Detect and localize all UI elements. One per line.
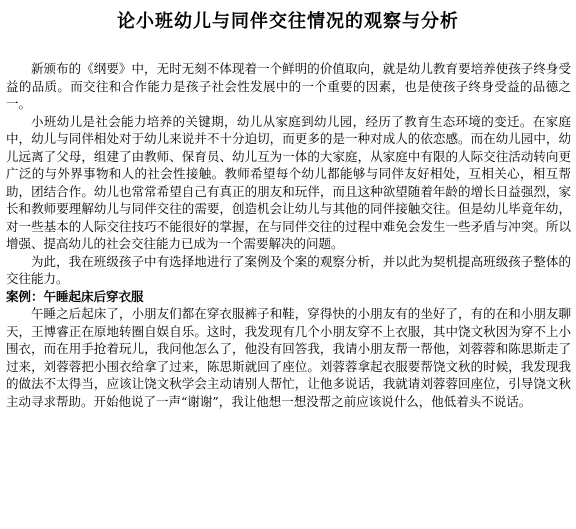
- paragraph-intro: 新颁布的《纲要》中，无时无刻不体现着一个鲜明的价值取向，就是幼儿教育要培养使孩子终身受益的品质。而交往和合作能力是孩子社会性发展中的一个重要的因素，也是使孩子终身受益的品德之一。: [6, 61, 571, 111]
- paragraph-purpose: 为此，我在班级孩子中有选择地进行了案例及个案的观察分析，并以此为契机提高班级孩子整体的交往能力。: [6, 253, 571, 286]
- paragraph-case-description: 午睡之后起床了，小朋友们都在穿衣服裤子和鞋，穿得快的小朋友有的坐好了，有的在和小朋友聊天，王博睿正在原地转圈自娱自乐。这时，我发现有几个小朋友穿不上衣服，其中饶文秋因为穿不上小围衣，而在用手抢着玩儿，我问他怎么了，他没有回答我，我请小朋友帮一帮他，刘蓉蓉和陈思斯走了过来，刘蓉蓉把小围衣给拿了过来，陈思斯就回了座位。刘蓉蓉拿起衣服要帮饶文秋的时候，我发现我的做法不太得当，应该让饶文秋学会主动请别人帮忙，让他多说话，我就请刘蓉蓉回座位，引导饶文秋主动寻求帮助。开始他说了一声“谢谢”，我让他想一想没帮之前应该说什么，他低着头不说话。: [6, 306, 571, 409]
- paragraph-background: 小班幼儿是社会能力培养的关键期，幼儿从家庭到幼儿园，经历了教育生态环境的变迁。在家庭中，幼儿与同伴相处对于幼儿来说并不十分迫切，而更多的是一种对成人的依恋感。而在幼儿园中，幼儿远离了父母，组建了由教师、保育员、幼儿互为一体的大家庭，从家庭中有限的人际交往活动转向更广泛的与外界事物和人的社会性接触。教师希望每个幼儿都能够与同伴友好相处，互相关心，相互帮助，团结合作。幼儿也常常希望自己有真正的朋友和玩伴，而且这种欲望随着年龄的增长日益强烈，家长和教师要理解幼儿与同伴交往的需要，创造机会让幼儿与其他的同伴接触交往。但是幼儿毕竟年幼，对一些基本的人际交往技巧不能很好的掌握，在与同伴交往的过程中难免会发生一些矛盾与冲突。所以增强、提高幼儿的社会交往能力已成为一个需要解决的问题。: [6, 113, 571, 251]
- document-title: 论小班幼儿与同伴交往情况的观察与分析: [117, 11, 459, 32]
- case-heading: 案例：午睡起床后穿衣服: [6, 288, 144, 304]
- document-body: [6, 60, 571, 410]
